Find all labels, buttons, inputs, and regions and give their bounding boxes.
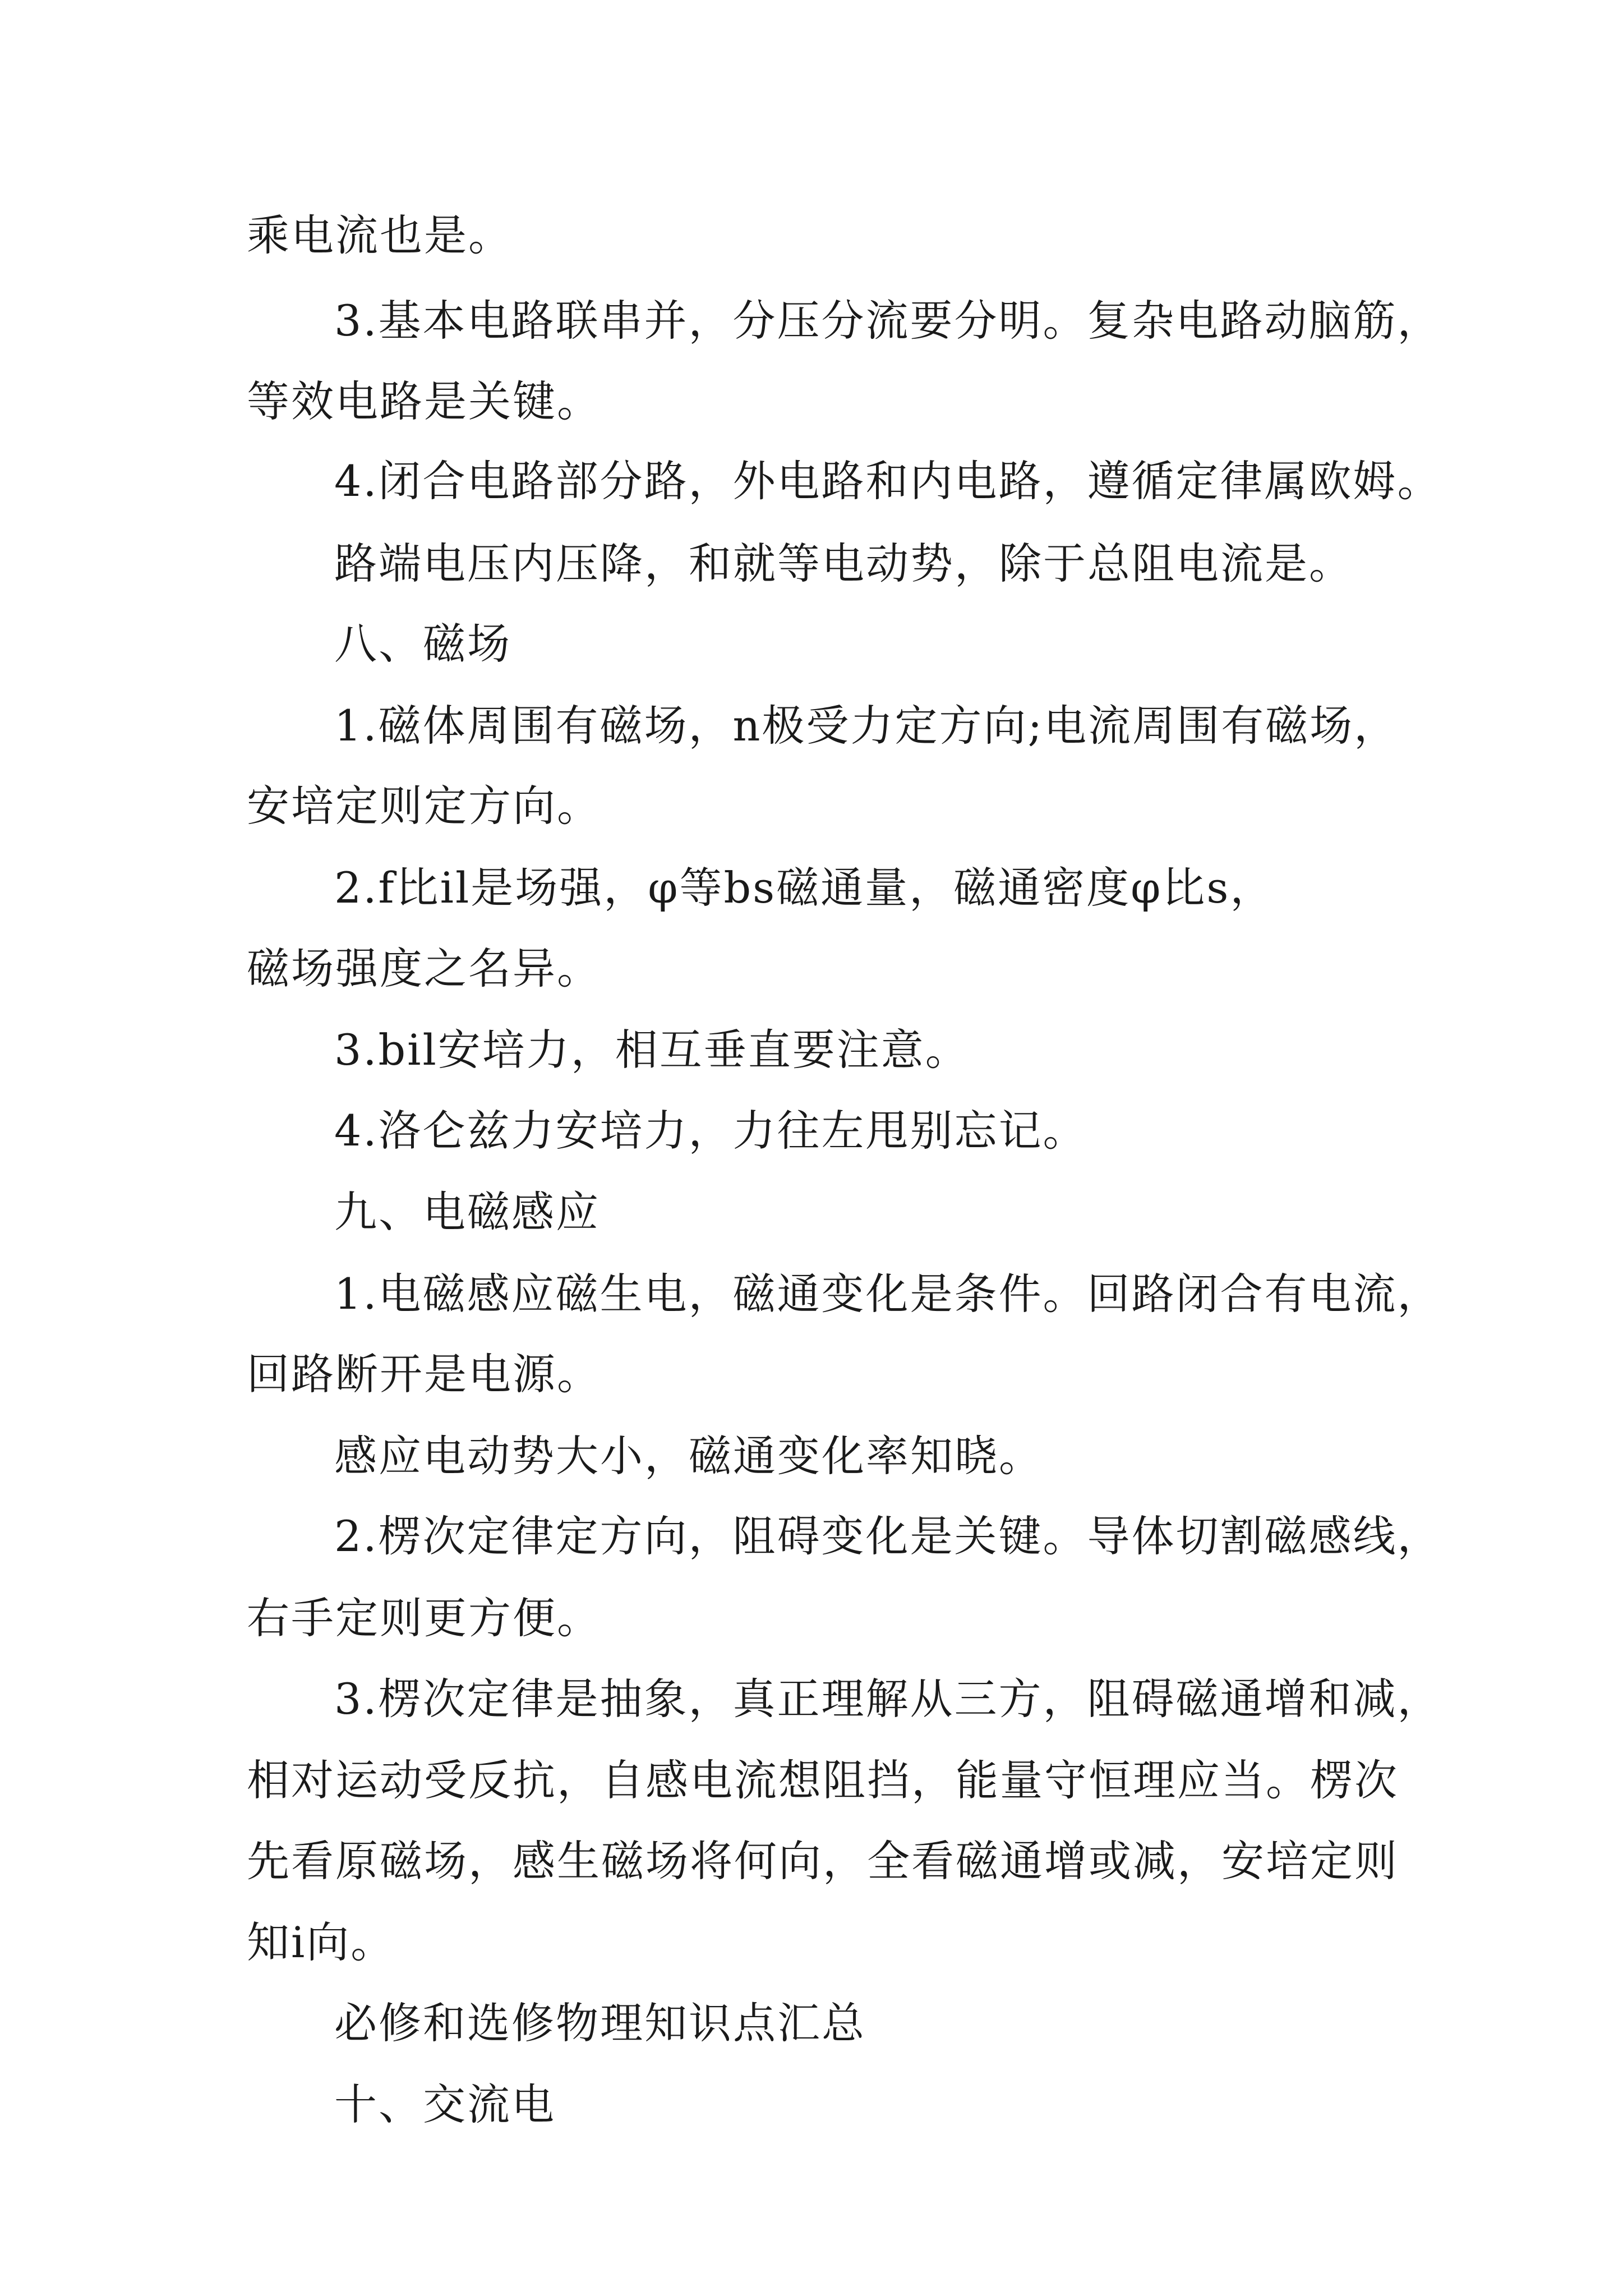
text-line-14: 1.电磁感应磁生电，磁通变化是条件。回路闭合有电流， [334, 1269, 1442, 1319]
text-line-12: 4.洛仑兹力安培力，力往左甩别忘记。 [334, 1106, 1087, 1156]
text-line-3: 等效电路是关键。 [247, 376, 601, 426]
text-line-17: 2.楞次定律定方向，阻碍变化是关键。导体切割磁感线， [334, 1511, 1442, 1561]
text-line-2: 3.基本电路联串并，分压分流要分明。复杂电路动脑筋， [334, 296, 1442, 346]
text-line-20: 相对运动受反抗，自感电流想阻挡，能量守恒理应当。楞次 [247, 1755, 1399, 1805]
text-line-18: 右手定则更方便。 [247, 1593, 601, 1643]
text-line-21: 先看原磁场，感生磁场将何向，全看磁通增或减，安培定则 [247, 1836, 1399, 1886]
text-line-11: 3.bil安培力，相互垂直要注意。 [334, 1025, 970, 1075]
text-line-8: 安培定则定方向。 [247, 781, 601, 831]
text-line-7: 1.磁体周围有磁场，n极受力定方向;电流周围有磁场， [334, 701, 1399, 751]
text-line-4: 4.闭合电路部分路，外电路和内电路，遵循定律属欧姆。 [334, 456, 1442, 506]
section-heading-alternating-current: 十、交流电 [334, 2079, 556, 2129]
text-line-10: 磁场强度之名异。 [247, 944, 601, 993]
text-line-16: 感应电动势大小，磁通变化率知晓。 [334, 1431, 1043, 1481]
text-line-15: 回路断开是电源。 [247, 1349, 601, 1399]
text-line-5: 路端电压内压降，和就等电动势，除于总阻电流是。 [334, 539, 1353, 588]
text-line-19: 3.楞次定律是抽象，真正理解从三方，阻碍磁通增和减， [334, 1674, 1442, 1724]
text-line-22: 知i向。 [247, 1917, 395, 1967]
section-heading-electromagnetic-induction: 九、电磁感应 [334, 1187, 600, 1237]
text-line-23: 必修和选修物理知识点汇总 [334, 1998, 866, 2048]
section-heading-magnetic-field: 八、磁场 [334, 619, 511, 669]
text-line-9: 2.f比il是场强，φ等bs磁通量，磁通密度φ比s， [334, 863, 1275, 913]
text-line-1: 乘电流也是。 [247, 210, 513, 260]
